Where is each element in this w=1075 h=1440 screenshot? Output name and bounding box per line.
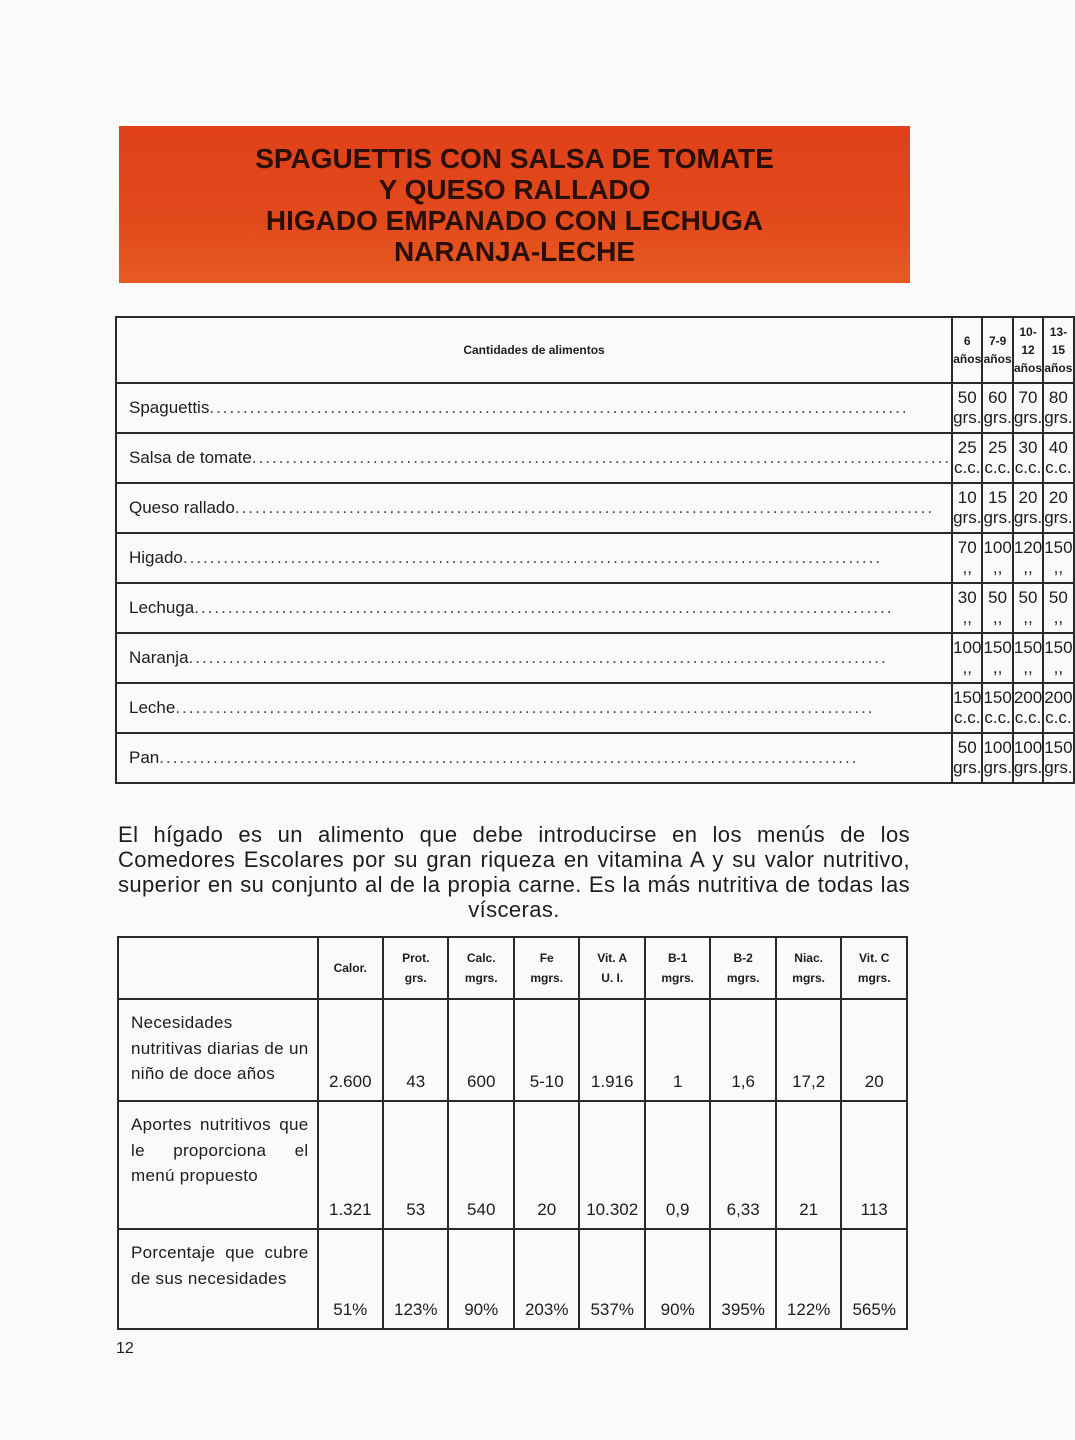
header-l1: Vit. A bbox=[597, 951, 628, 965]
cell: 10.302 bbox=[579, 1101, 644, 1229]
nutrition-table bbox=[117, 936, 908, 1330]
cell: 50 ,, bbox=[982, 583, 1012, 633]
food-name: Spaguettis bbox=[129, 398, 210, 417]
cell: 1,6 bbox=[710, 999, 775, 1101]
food-name: Lechuga bbox=[129, 598, 195, 617]
header-b1 bbox=[645, 937, 710, 999]
cell: 70 ,, bbox=[952, 533, 982, 583]
banner-line-3: HIGADO EMPANADO CON LECHUGA bbox=[265, 204, 764, 236]
header-vit-a bbox=[579, 937, 644, 999]
header-l1: B-1 bbox=[668, 951, 688, 965]
cell: 200 c.c. bbox=[1013, 683, 1043, 733]
row-label bbox=[116, 583, 952, 633]
row-label-text: Aportes nutritivos que le proporciona el menú propuesto bbox=[131, 1115, 309, 1185]
cell: 100 grs. bbox=[1013, 733, 1043, 783]
header-l1: Niac. bbox=[794, 951, 823, 965]
nutrition-header-row bbox=[118, 937, 907, 999]
cell: 53 bbox=[383, 1101, 448, 1229]
table-row bbox=[118, 1229, 907, 1329]
cell: 113 bbox=[841, 1101, 907, 1229]
header-l1: B-2 bbox=[733, 951, 753, 965]
cell: 100 ,, bbox=[952, 633, 982, 683]
cell: 0,9 bbox=[645, 1101, 710, 1229]
cell: 2.600 bbox=[318, 999, 383, 1101]
cell: 90% bbox=[448, 1229, 513, 1329]
cell: 50 ,, bbox=[1043, 583, 1073, 633]
food-name: Naranja bbox=[129, 648, 189, 667]
cell: 60 grs. bbox=[982, 383, 1012, 433]
cell: 20 bbox=[514, 1101, 579, 1229]
header-l2: mgrs. bbox=[792, 971, 825, 985]
table-row bbox=[118, 1101, 907, 1229]
header-vit-c bbox=[841, 937, 907, 999]
cell: 40 c.c. bbox=[1043, 433, 1073, 483]
cell: 150 ,, bbox=[1043, 633, 1073, 683]
header-calor bbox=[318, 937, 383, 999]
header-foods-text: Cantidades de alimentos bbox=[463, 343, 605, 357]
header-l1: Calc. bbox=[466, 951, 496, 965]
row-label bbox=[116, 633, 952, 683]
cell: 80 grs. bbox=[1043, 383, 1073, 433]
food-name: Queso rallado bbox=[129, 498, 235, 517]
header-l1: Fe bbox=[539, 951, 554, 965]
quantities-table bbox=[115, 316, 1075, 784]
header-fe bbox=[514, 937, 579, 999]
cell: 123% bbox=[383, 1229, 448, 1329]
cell: 100 ,, bbox=[982, 533, 1012, 583]
header-age-6: 6 años bbox=[952, 317, 982, 383]
cell: 20 grs. bbox=[1013, 483, 1043, 533]
cell: 25 c.c. bbox=[952, 433, 982, 483]
cell: 540 bbox=[448, 1101, 513, 1229]
row-label bbox=[116, 433, 952, 483]
cell: 17,2 bbox=[776, 999, 841, 1101]
row-label-text: Porcentaje que cubre de sus necesidades bbox=[131, 1243, 309, 1288]
banner-line-2: Y QUESO RALLADO bbox=[378, 173, 651, 205]
header-l2: mgrs. bbox=[661, 971, 695, 985]
cell: 30 c.c. bbox=[1013, 433, 1043, 483]
cell: 150 ,, bbox=[1043, 533, 1073, 583]
header-l2: mgrs. bbox=[726, 971, 760, 985]
cell: 15 grs. bbox=[982, 483, 1012, 533]
header-age-13-15: 13-15 años bbox=[1043, 317, 1073, 383]
cell: 200 c.c. bbox=[1043, 683, 1073, 733]
cell: 70 grs. bbox=[1013, 383, 1043, 433]
cell: 50 grs. bbox=[952, 383, 982, 433]
cell: 6,33 bbox=[710, 1101, 775, 1229]
cell: 1.321 bbox=[318, 1101, 383, 1229]
cell: 150 ,, bbox=[1013, 633, 1043, 683]
cell: 150 ,, bbox=[982, 633, 1012, 683]
cell: 203% bbox=[514, 1229, 579, 1329]
cell: 1.916 bbox=[579, 999, 644, 1101]
table-row bbox=[116, 433, 1074, 483]
row-label bbox=[118, 1229, 318, 1329]
banner-line-1: SPAGUETTIS CON SALSA DE TOMATE bbox=[255, 142, 774, 174]
table-row bbox=[116, 683, 1074, 733]
table-row bbox=[116, 483, 1074, 533]
food-name: Salsa de tomate bbox=[129, 448, 252, 467]
cell: 395% bbox=[710, 1229, 775, 1329]
row-label: Necesidades nutritivas diarias de un niño de doce años bbox=[118, 999, 318, 1101]
cell: 5-10 bbox=[514, 999, 579, 1101]
table-row bbox=[116, 583, 1074, 633]
header-age-7-9: 7-9 años bbox=[982, 317, 1012, 383]
table-row bbox=[116, 533, 1074, 583]
cell: 43 bbox=[383, 999, 448, 1101]
header-empty bbox=[118, 937, 318, 999]
banner-line-4: NARANJA-LECHE bbox=[393, 235, 636, 267]
table-row bbox=[116, 633, 1074, 683]
cell: 10 grs. bbox=[952, 483, 982, 533]
row-label bbox=[118, 1101, 318, 1229]
cell: 150 c.c. bbox=[952, 683, 982, 733]
food-name: Leche bbox=[129, 698, 176, 717]
table-row bbox=[118, 999, 907, 1101]
cell: 565% bbox=[841, 1229, 907, 1329]
header-l1: Vit. C bbox=[858, 951, 890, 965]
cell: 537% bbox=[579, 1229, 644, 1329]
food-name: Pan bbox=[129, 748, 160, 767]
cell: 30 ,, bbox=[952, 583, 982, 633]
food-name: Higado bbox=[129, 548, 183, 567]
header-prot bbox=[383, 937, 448, 999]
header-age-10-12: 10-12 años bbox=[1013, 317, 1043, 383]
cell: 150 c.c. bbox=[982, 683, 1012, 733]
cell: 150 grs. bbox=[1043, 733, 1073, 783]
header-l2: mgrs. bbox=[857, 971, 891, 985]
header-l1: Prot. bbox=[402, 951, 430, 965]
row-label bbox=[116, 533, 952, 583]
header-niac bbox=[776, 937, 841, 999]
cell: 21 bbox=[776, 1101, 841, 1229]
row-label bbox=[116, 733, 952, 783]
header-l1: Calor. bbox=[333, 961, 367, 975]
cell: 50 ,, bbox=[1013, 583, 1043, 633]
cell: 25 c.c. bbox=[982, 433, 1012, 483]
cell: 100 grs. bbox=[982, 733, 1012, 783]
quantities-header-row bbox=[116, 317, 1074, 383]
header-b2 bbox=[710, 937, 775, 999]
menu-title-banner bbox=[119, 126, 910, 283]
header-calc bbox=[448, 937, 513, 999]
cell: 1 bbox=[645, 999, 710, 1101]
row-label bbox=[116, 483, 952, 533]
liver-info-paragraph: El hígado es un alimento que debe introducirse en los menús de los Comedores Escolares por su gran riqueza en vitamina A y su valor nutritivo, superior en su conjunto al de la propia carne. Es la más nutritiva de todas las vísceras. bbox=[118, 822, 910, 922]
page-number: 12 bbox=[116, 1340, 134, 1357]
cell: 120 ,, bbox=[1013, 533, 1043, 583]
table-row bbox=[116, 383, 1074, 433]
cell: 122% bbox=[776, 1229, 841, 1329]
cell: 90% bbox=[645, 1229, 710, 1329]
row-label bbox=[116, 383, 952, 433]
header-l2: grs. bbox=[404, 971, 427, 985]
cell: 50 grs. bbox=[952, 733, 982, 783]
cell: 51% bbox=[318, 1229, 383, 1329]
cell: 20 bbox=[841, 999, 907, 1101]
row-label bbox=[116, 683, 952, 733]
header-l2: mgrs. bbox=[464, 971, 498, 985]
table-row bbox=[116, 733, 1074, 783]
header-l2: U. I. bbox=[601, 971, 624, 985]
cell: 600 bbox=[448, 999, 513, 1101]
cell: 20 grs. bbox=[1043, 483, 1073, 533]
header-foods bbox=[116, 317, 952, 383]
header-l2: mgrs. bbox=[530, 971, 564, 985]
